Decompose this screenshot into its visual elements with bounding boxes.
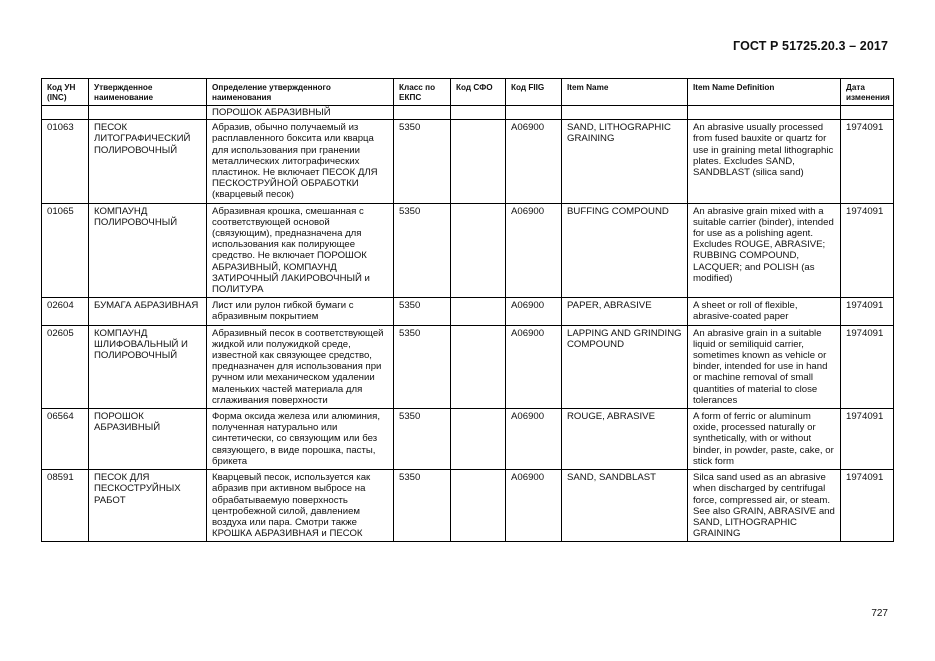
cell-item-name: LAPPING AND GRINDING COMPOUND [562, 325, 688, 408]
cell-fiig-code: A06900 [506, 120, 562, 203]
cell-definition: Форма оксида железа или алюминия, полученная натурально или синтетически, со связующим или без связующего, в виде порошка, пасты, брикета [207, 409, 394, 470]
cell-fiig-code: A06900 [506, 409, 562, 470]
cell-change-date: 1974091 [841, 470, 894, 542]
cell-fiig-code: A06900 [506, 298, 562, 325]
table-cell [506, 106, 562, 120]
cell-fiig-code: A06900 [506, 470, 562, 542]
table-row [42, 470, 894, 542]
header-approved-name: Утвержденное наименование [89, 79, 207, 106]
table-cell [688, 106, 841, 120]
cell-item-name: PAPER, ABRASIVE [562, 298, 688, 325]
header-fiig-code: Код FIIG [506, 79, 562, 106]
header-item-definition: Item Name Definition [688, 79, 841, 106]
table-cell [394, 106, 451, 120]
cell-approved-name: КОМПАУНД ПОЛИРОВОЧНЫЙ [89, 203, 207, 298]
table-row [42, 298, 894, 325]
cell-item-name: SAND, LITHOGRAPHIC GRAINING [562, 120, 688, 203]
cell-change-date: 1974091 [841, 298, 894, 325]
cell-definition: Абразив, обычно получаемый из расплавленного боксита или кварца для использования при гранении металлических литографических пластинок. Не включает ПЕСОК ДЛЯ ПЕСКОСТРУЙНОЙ ОБРАБОТКИ (кварцевый песок) [207, 120, 394, 203]
cell-approved-name: БУМАГА АБРАЗИВНАЯ [89, 298, 207, 325]
table-row [42, 203, 894, 298]
header-ekps-class: Класс по ЕКПС [394, 79, 451, 106]
table-cell [562, 106, 688, 120]
page-number: 727 [871, 608, 888, 619]
cell-sfo-code [451, 120, 506, 203]
cell-sfo-code [451, 470, 506, 542]
cell-sfo-code [451, 298, 506, 325]
header-definition: Определение утвержденного наименования [207, 79, 394, 106]
cell-item-name: SAND, SANDBLAST [562, 470, 688, 542]
header-item-name: Item Name [562, 79, 688, 106]
table-row [42, 409, 894, 470]
cell-inc-code: 06564 [42, 409, 89, 470]
cell-item-definition: A sheet or roll of flexible, abrasive-coated paper [688, 298, 841, 325]
cell-fiig-code: A06900 [506, 203, 562, 298]
cell-approved-name: ПЕСОК ЛИТОГРАФИЧЕСКИЙ ПОЛИРОВОЧНЫЙ [89, 120, 207, 203]
cell-item-definition: A form of ferric or aluminum oxide, processed naturally or synthetically, with or without binder, in powder, paste, cake, or stick form [688, 409, 841, 470]
cell-inc-code: 08591 [42, 470, 89, 542]
cell-sfo-code [451, 325, 506, 408]
cell-change-date: 1974091 [841, 120, 894, 203]
cell-definition: Абразивная крошка, смешанная с соответствующей основой (связующим), предназначена для использования как полирующее средство. Не включает ПОРОШОК АБРАЗИВНЫЙ, КОМПАУНД ЗАТИРОЧНЫЙ ЛАКИРОВОЧНЫЙ и ПОЛИТУРА [207, 203, 394, 298]
cell-ekps-class: 5350 [394, 325, 451, 408]
continuation-row [42, 106, 894, 120]
cell-inc-code: 01063 [42, 120, 89, 203]
cell-change-date: 1974091 [841, 325, 894, 408]
cell-sfo-code [451, 409, 506, 470]
header-change-date: Дата изменения [841, 79, 894, 106]
table-cell [841, 106, 894, 120]
cell-inc-code: 02605 [42, 325, 89, 408]
cell-item-definition: An abrasive grain mixed with a suitable carrier (binder), intended for use as a polishing agent. Excludes ROUGE, ABRASIVE; RUBBING COMPOUND, LACQUER; and POLISH (as modified) [688, 203, 841, 298]
header-sfo-code: Код СФО [451, 79, 506, 106]
header-inc: Код УН (INC) [42, 79, 89, 106]
cell-definition: Кварцевый песок, используется как абразив при активном выбросе на обрабатываемую поверхность центробежной силой, давлением воздуха или пара. Смотри также КРОШКА АБРАЗИВНАЯ и ПЕСОК [207, 470, 394, 542]
cell-definition: Абразивный песок в соответствующей жидкой или полужидкой среде, известной как связующее средство, предназначен для использования при ручном или механическом удалении маленьких частей материала для сглаживания поверхности [207, 325, 394, 408]
cell-ekps-class: 5350 [394, 409, 451, 470]
table-header-row [42, 79, 894, 106]
table-cell [89, 106, 207, 120]
cell-item-definition: An abrasive usually processed from fused bauxite or quartz for use in graining metal lithographic plates. Excludes SAND, SANDBLAST (silica sand) [688, 120, 841, 203]
cell-ekps-class: 5350 [394, 120, 451, 203]
cell-item-definition: An abrasive grain in a suitable liquid or semiliquid carrier, sometimes known as vehicle or binder, intended for use in hand or machine removal of small quantities of material to close tolerances [688, 325, 841, 408]
table-row [42, 120, 894, 203]
cell-item-name: ROUGE, ABRASIVE [562, 409, 688, 470]
table-cell [451, 106, 506, 120]
cell-ekps-class: 5350 [394, 470, 451, 542]
cell-change-date: 1974091 [841, 409, 894, 470]
cell-approved-name: ПОРОШОК АБРАЗИВНЫЙ [89, 409, 207, 470]
cell-approved-name: КОМПАУНД ШЛИФОВАЛЬНЫЙ И ПОЛИРОВОЧНЫЙ [89, 325, 207, 408]
table-row [42, 325, 894, 408]
standard-code: ГОСТ Р 51725.20.3 – 2017 [733, 39, 888, 53]
classification-table [41, 78, 894, 542]
cell-definition: Лист или рулон гибкой бумаги с абразивным покрытием [207, 298, 394, 325]
cell-ekps-class: 5350 [394, 203, 451, 298]
cell-sfo-code [451, 203, 506, 298]
cell-inc-code: 02604 [42, 298, 89, 325]
cell-change-date: 1974091 [841, 203, 894, 298]
table-cell [42, 106, 89, 120]
cell-item-name: BUFFING COMPOUND [562, 203, 688, 298]
cell-approved-name: ПЕСОК ДЛЯ ПЕСКОСТРУЙНЫХ РАБОТ [89, 470, 207, 542]
cell-inc-code: 01065 [42, 203, 89, 298]
cell-item-definition: Silca sand used as an abrasive when discharged by centrifugal force, compressed air, or steam. See also GRAIN, ABRASIVE and SAND, LITHOGRAPHIC GRAINING [688, 470, 841, 542]
cell-ekps-class: 5350 [394, 298, 451, 325]
continuation-text: ПОРОШОК АБРАЗИВНЫЙ [207, 106, 394, 120]
cell-fiig-code: A06900 [506, 325, 562, 408]
